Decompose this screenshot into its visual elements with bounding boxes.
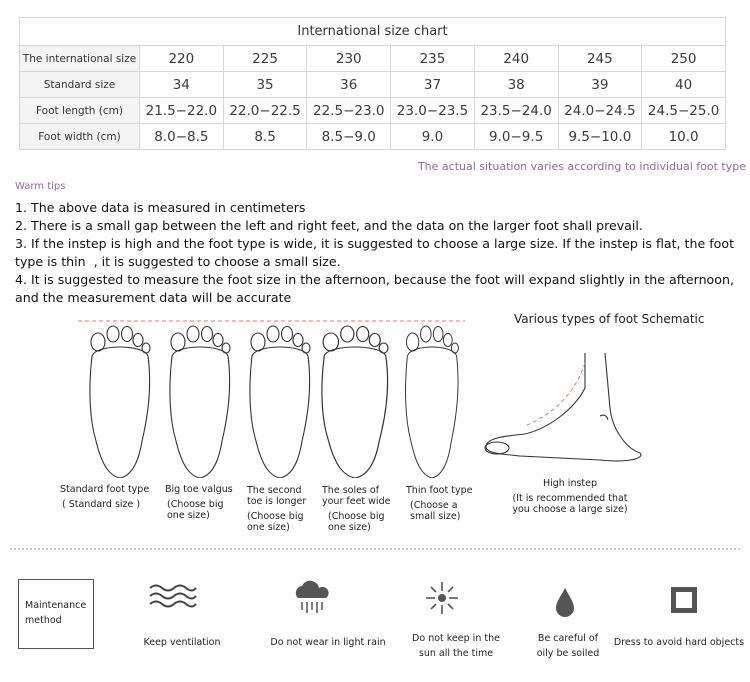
label-line: you choose a large size) xyxy=(512,504,628,515)
size-note: The actual situation varies according to individual foot type xyxy=(417,160,746,173)
size-chart-title: International size chart xyxy=(20,18,726,46)
high-instep-foot xyxy=(485,353,641,461)
table-cell: 24.5−25.0 xyxy=(642,98,726,124)
table-cell: 8.5 xyxy=(223,124,307,150)
row-label: Standard size xyxy=(20,72,140,98)
table-cell: 10.0 xyxy=(642,124,726,150)
label-line: toe is longer xyxy=(247,496,307,507)
label-line: one size) xyxy=(167,510,210,521)
oil-drop-icon xyxy=(554,586,576,618)
label-line: method xyxy=(25,615,62,626)
label-line: (Choose big xyxy=(167,499,224,510)
table-cell: 250 xyxy=(642,46,726,72)
label-line: Be careful of xyxy=(537,633,599,644)
label-line: Maintenance xyxy=(25,600,87,611)
label-line: one size) xyxy=(247,522,290,533)
table-row xyxy=(20,98,726,124)
schematic-title: Various types of foot Schematic xyxy=(514,312,705,326)
tips-title: Warm tips xyxy=(15,181,66,192)
label-line: one size) xyxy=(328,522,371,533)
label-line: Thin foot type xyxy=(406,485,473,496)
label-line: The second xyxy=(247,485,302,496)
foot-label-big-toe xyxy=(165,484,245,521)
foot-wide-soles xyxy=(322,326,388,478)
label-line: sun all the time xyxy=(418,648,494,659)
table-row xyxy=(20,46,726,72)
foot-label-wide-soles xyxy=(322,485,402,533)
foot-label-thin xyxy=(406,485,482,522)
maint-label xyxy=(528,631,608,661)
label-line: Standard foot type xyxy=(60,484,150,495)
table-cell: 8.5−9.0 xyxy=(307,124,391,150)
table-cell: 35 xyxy=(223,72,307,98)
label-line: High instep xyxy=(542,478,598,489)
label-line: ( Standard size ) xyxy=(62,499,141,510)
label-line: small size) xyxy=(410,511,461,522)
table-cell: 36 xyxy=(307,72,391,98)
table-cell: 23.5−24.0 xyxy=(474,98,558,124)
maint-label: Keep ventilation xyxy=(143,637,221,648)
instep-label xyxy=(500,478,640,515)
table-cell: 8.0−8.5 xyxy=(140,124,224,150)
label-line: (It is recommended that xyxy=(512,493,628,504)
size-chart-table xyxy=(19,17,726,150)
tip-item: 3. If the instep is high and the foot type is wide, it is suggested to choose a large size. If the instep is flat, the foot type is thin , it is suggested to choose a small size. xyxy=(15,236,735,269)
table-cell: 240 xyxy=(474,46,558,72)
foot-thin xyxy=(406,326,459,478)
section-divider xyxy=(10,548,740,550)
tip-item: 2. There is a small gap between the left and right feet, and the data on the larger foot shall prevail. xyxy=(15,218,643,233)
label-line: Do not keep in the xyxy=(412,633,500,644)
foot-second-toe-longer xyxy=(250,326,310,478)
maint-label: Dress to avoid hard objects xyxy=(613,637,745,648)
maint-label xyxy=(402,631,510,661)
table-cell: 39 xyxy=(558,72,642,98)
table-cell: 9.0−9.5 xyxy=(474,124,558,150)
table-cell: 21.5−22.0 xyxy=(140,98,224,124)
sun-icon xyxy=(424,580,460,616)
tip-item: 4. It is suggested to measure the foot size in the afternoon, because the foot will expand slightly in the afternoon, and the measurement data will be accurate xyxy=(15,272,734,305)
table-cell: 24.0−24.5 xyxy=(558,98,642,124)
foot-types-illustration xyxy=(0,308,750,478)
label-line: oily be soiled xyxy=(536,648,600,659)
row-label: The international size xyxy=(20,46,140,72)
foot-standard xyxy=(90,326,150,478)
tip-item: 1. The above data is measured in centimeters xyxy=(15,200,306,215)
table-cell: 235 xyxy=(391,46,475,72)
row-label: Foot length (cm) xyxy=(20,98,140,124)
label-line: The soles of xyxy=(322,485,380,496)
table-cell: 38 xyxy=(474,72,558,98)
table-cell: 9.0 xyxy=(391,124,475,150)
maintenance-box xyxy=(18,579,94,649)
table-cell: 22.5−23.0 xyxy=(307,98,391,124)
table-cell: 220 xyxy=(140,46,224,72)
table-row xyxy=(20,124,726,150)
table-cell: 245 xyxy=(558,46,642,72)
square-frame-icon xyxy=(670,586,698,614)
label-line: (Choose big xyxy=(328,511,385,522)
tips-list xyxy=(15,199,735,307)
label-line: Big toe valgus xyxy=(165,484,233,495)
label-line: (Choose big xyxy=(247,511,304,522)
table-cell: 22.0−22.5 xyxy=(223,98,307,124)
table-cell: 40 xyxy=(642,72,726,98)
table-cell: 23.0−23.5 xyxy=(391,98,475,124)
foot-big-toe-valgus xyxy=(170,326,230,478)
table-cell: 37 xyxy=(391,72,475,98)
label-line: your feet wide xyxy=(322,496,391,507)
instep-guide-line xyxy=(525,363,585,426)
table-cell: 230 xyxy=(307,46,391,72)
waves-icon xyxy=(148,583,198,609)
rain-cloud-icon xyxy=(292,580,332,616)
table-cell: 9.5−10.0 xyxy=(558,124,642,150)
table-cell: 225 xyxy=(223,46,307,72)
label-line: (Choose a xyxy=(410,500,458,511)
table-row xyxy=(20,72,726,98)
row-label: Foot width (cm) xyxy=(20,124,140,150)
foot-label-standard xyxy=(60,484,160,510)
foot-label-second-toe xyxy=(247,485,319,533)
table-cell: 34 xyxy=(140,72,224,98)
maint-label: Do not wear in light rain xyxy=(270,637,386,648)
